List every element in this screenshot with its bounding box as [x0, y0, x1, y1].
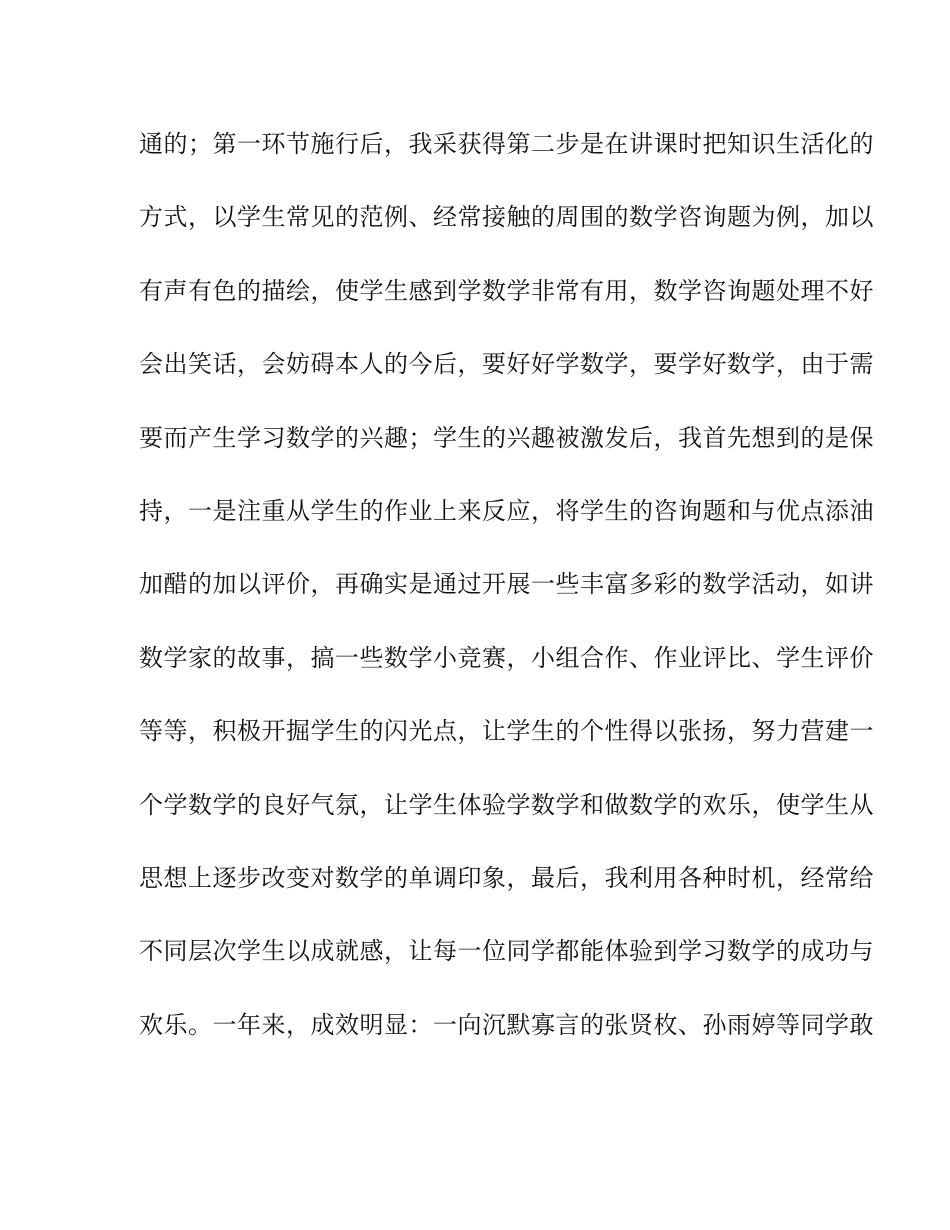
- text-line: 通的；第一环节施行后，我采获得第二步是在讲课时把知识生活化的: [139, 130, 874, 158]
- text-line: 不同层次学生以成就感，让每一位同学都能体验到学习数学的成功与: [139, 937, 874, 966]
- text-line: 会出笑话，会妨碍本人的今后，要好好学数学，要学好数学，由于需: [139, 350, 874, 379]
- text-line: 欢乐。一年来，成效明显：一向沉默寡言的张贤枚、孙雨婷等同学敢: [139, 1010, 874, 1039]
- text-line: 要而产生学习数学的兴趣；学生的兴趣被激发后，我首先想到的是保: [139, 423, 874, 452]
- text-line: 数学家的故事，搞一些数学小竞赛，小组合作、作业评比、学生评价: [139, 643, 874, 672]
- body-paragraph: [139, 124, 874, 1078]
- text-line: 个学数学的良好气氛，让学生体验学数学和做数学的欢乐，使学生从: [139, 790, 874, 819]
- text-line: 等等，积极开掘学生的闪光点，让学生的个性得以张扬，努力营建一: [139, 717, 874, 746]
- text-line: 持，一是注重从学生的作业上来反应，将学生的咨询题和与优点添油: [139, 496, 874, 525]
- text-line: 加醋的加以评价，再确实是通过开展一些丰富多彩的数学活动，如讲: [139, 570, 874, 599]
- text-line: 思想上逐步改变对数学的单调印象，最后，我利用各种时机，经常给: [139, 863, 874, 892]
- text-line: 方式，以学生常见的范例、经常接触的周围的数学咨询题为例，加以: [139, 203, 874, 232]
- text-line: 有声有色的描绘，使学生感到学数学非常有用，数学咨询题处理不好: [139, 276, 874, 305]
